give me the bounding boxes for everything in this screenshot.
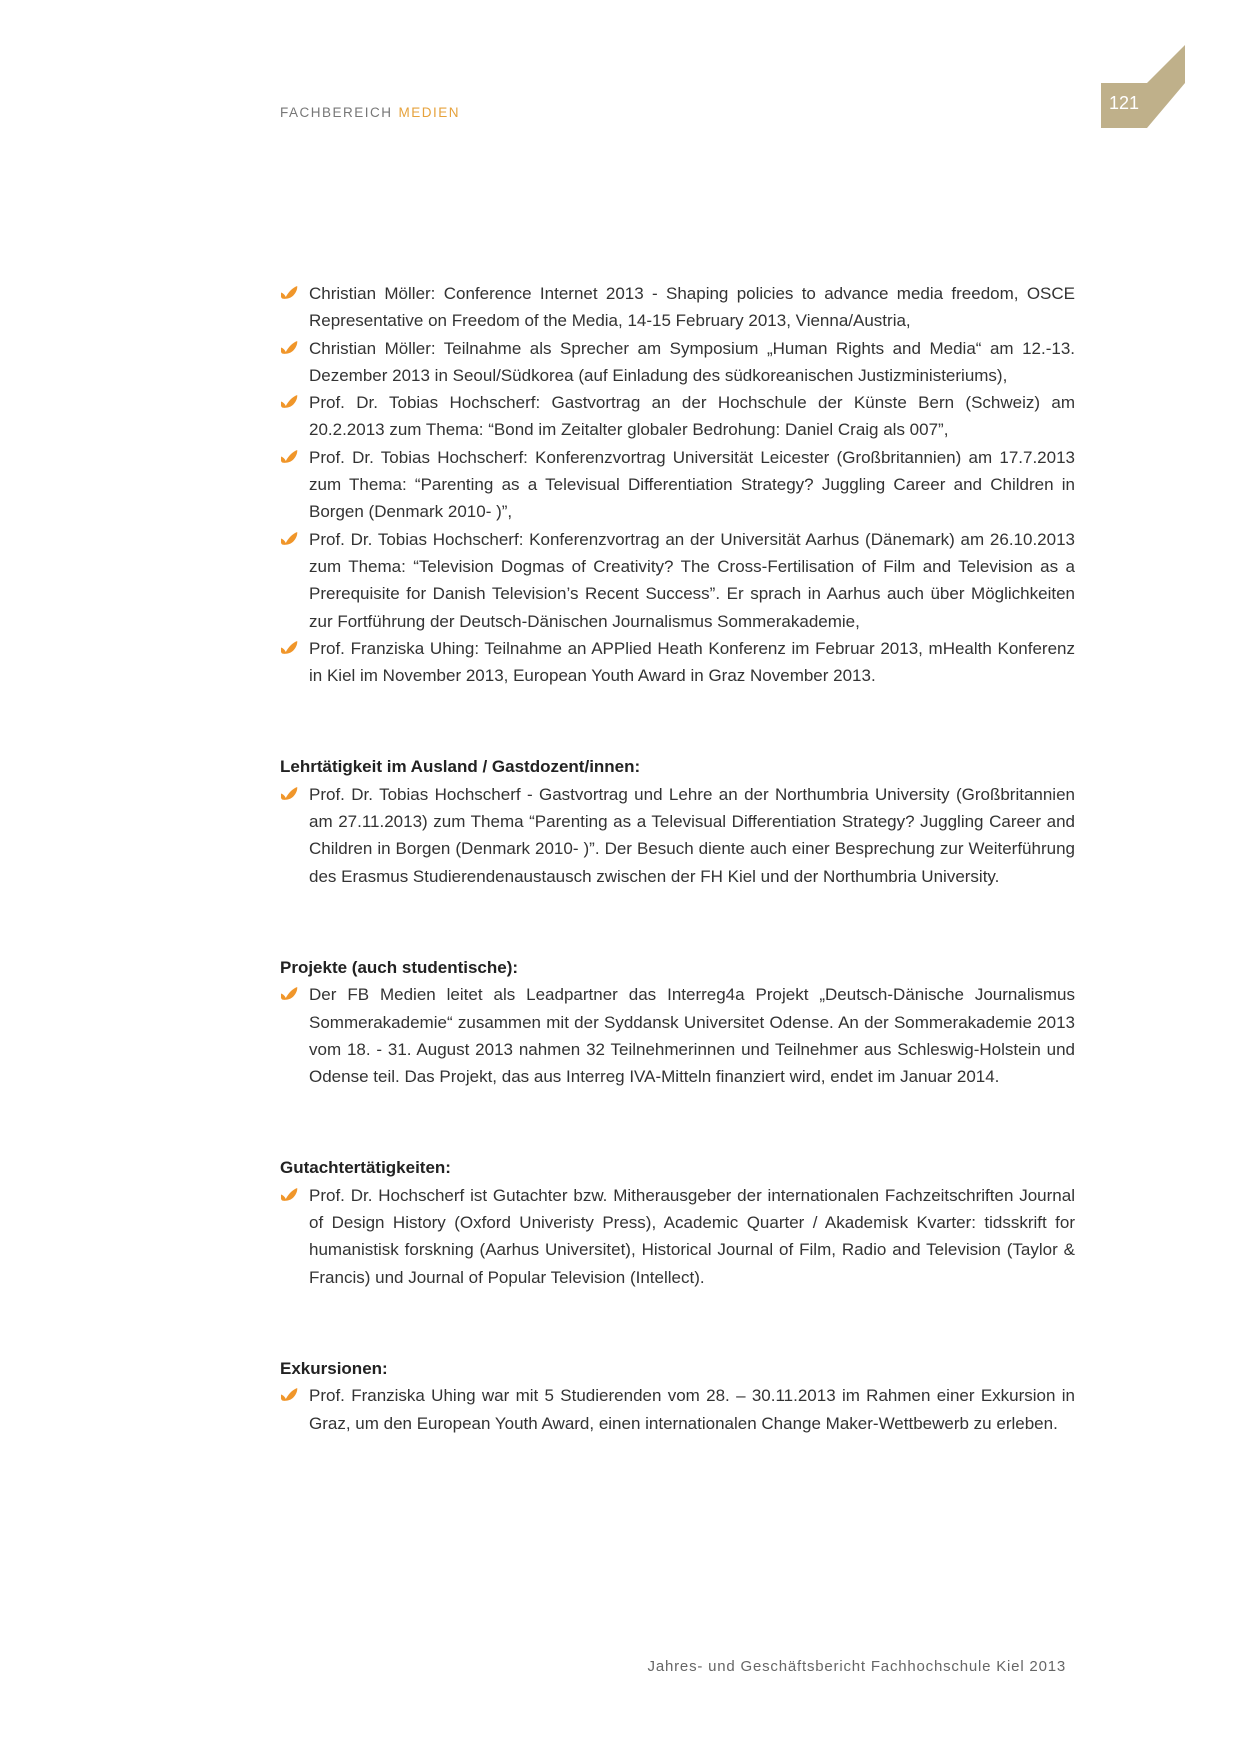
check-icon	[280, 1387, 298, 1402]
list-item-text: Christian Möller: Teilnahme als Sprecher am Symposium „Human Rights and Media“ am 12.-13. Dezember 2013 in Seoul/Südkorea (auf Einladung des südkoreanischen Justizministeriums),	[309, 338, 1075, 385]
list-item	[280, 335, 1075, 390]
content-section	[280, 1355, 1075, 1437]
list-item	[280, 1182, 1075, 1291]
list-item-text: Prof. Dr. Tobias Hochscherf: Konferenzvortrag an der Universität Aarhus (Dänemark) am 26.10.2013 zum Thema: “Television Dogmas of Creativity? The Cross-Fertilisation of Film and Television as a Prerequisite for Danish Television’s Recent Success”. Er sprach in Aarhus auch über Möglichkeiten zur Fortführung der Deutsch-Dänischen Journalismus Sommerakademie,	[309, 529, 1075, 631]
header-label: FACHBEREICH	[280, 105, 393, 120]
running-header	[280, 105, 460, 120]
intro-list	[280, 280, 1075, 689]
list-item	[280, 526, 1075, 635]
check-icon	[280, 640, 298, 655]
list-item-text: Prof. Dr. Hochscherf ist Gutachter bzw. Mitherausgeber der internationalen Fachzeitschriften Journal of Design History (Oxford Univeristy Press), Academic Quarter / Akademisk Kvarter: tidsskrift for humanistisk forskning (Aarhus Universitet), Historical Journal of Film, Radio and Television (Taylor & Francis) und Journal of Popular Television (Intellect).	[309, 1185, 1075, 1287]
section-heading: Gutachtertätigkeiten:	[280, 1158, 451, 1178]
check-icon	[280, 531, 298, 546]
check-icon	[280, 786, 298, 801]
header-section: MEDIEN	[398, 105, 461, 120]
check-icon	[280, 1187, 298, 1202]
list-item-text: Prof. Dr. Tobias Hochscherf - Gastvortrag und Lehre an der Northumbria University (Großbritannien am 27.11.2013) zum Thema “Parenting as a Televisual Differentiation Strategy? Juggling Career and Children in Borgen (Denmark 2010- )”. Der Besuch diente auch einer Besprechung zur Weiterführung des Erasmus Studierendenaustausch zwischen der FH Kiel und der Northumbria University.	[309, 784, 1075, 886]
list-item-text: Prof. Franziska Uhing: Teilnahme an APPlied Heath Konferenz im Februar 2013, mHealth Konferenz in Kiel im November 2013, European Youth Award in Graz November 2013.	[309, 638, 1075, 686]
list-item	[280, 981, 1075, 1090]
check-icon	[280, 394, 298, 409]
list-item-text: Der FB Medien leitet als Leadpartner das Interreg4a Projekt „Deutsch-Dänische Journalismus Sommerakademie“ zusammen mit der Syddansk Universitet Odense. An der Sommerakademie 2013 vom 18. - 31. August 2013 nahmen 32 Teilnehmerinnen und Teilnehmer aus Schleswig-Holstein und Odense teil. Das Projekt, das aus Interreg IVA-Mitteln finanziert wird, endet im Januar 2014.	[309, 985, 1075, 1087]
page-content	[280, 280, 1075, 1437]
list-item	[280, 635, 1075, 690]
section-list	[280, 1182, 1075, 1291]
check-icon	[280, 340, 298, 355]
list-item	[280, 1382, 1075, 1437]
list-item-text: Prof. Franziska Uhing war mit 5 Studierenden vom 28. – 30.11.2013 im Rahmen einer Exkursion in Graz, um den European Youth Award, einen internationalen Change Maker-Wettbewerb zu erleben.	[309, 1386, 1075, 1433]
list-item-text: Christian Möller: Conference Internet 2013 - Shaping policies to advance media freedom, OSCE Representative on Freedom of the Media, 14-15 February 2013, Vienna/Austria,	[309, 284, 1075, 331]
check-icon	[280, 449, 298, 464]
section-heading: Lehrtätigkeit im Ausland / Gastdozent/innen:	[280, 757, 641, 777]
list-item-text: Prof. Dr. Tobias Hochscherf: Konferenzvortrag Universität Leicester (Großbritannien) am 17.7.2013 zum Thema: “Parenting as a Televisual Differentiation Strategy? Juggling Career and Children in Borgen (Denmark 2010- )”,	[309, 447, 1075, 522]
content-section	[280, 954, 1075, 1090]
check-icon	[280, 285, 298, 300]
section-list	[280, 781, 1075, 890]
list-item	[280, 280, 1075, 335]
list-item-text: Prof. Dr. Tobias Hochscherf: Gastvortrag an der Hochschule der Künste Bern (Schweiz) am 20.2.2013 zum Thema: “Bond im Zeitalter globaler Bedrohung: Daniel Craig als 007”,	[309, 393, 1075, 440]
section-heading: Exkursionen:	[280, 1358, 388, 1378]
section-list	[280, 981, 1075, 1090]
content-section	[280, 1154, 1075, 1290]
list-item	[280, 781, 1075, 890]
page-number-tab	[1101, 45, 1185, 128]
check-icon	[280, 986, 298, 1001]
list-item	[280, 444, 1075, 526]
list-item	[280, 389, 1075, 444]
page-number: 121	[1108, 93, 1140, 113]
footer-text: Jahres- und Geschäftsbericht Fachhochschule Kiel 2013	[647, 1658, 1066, 1675]
section-list	[280, 1382, 1075, 1437]
content-section	[280, 753, 1075, 889]
section-heading: Projekte (auch studentische):	[280, 957, 519, 977]
